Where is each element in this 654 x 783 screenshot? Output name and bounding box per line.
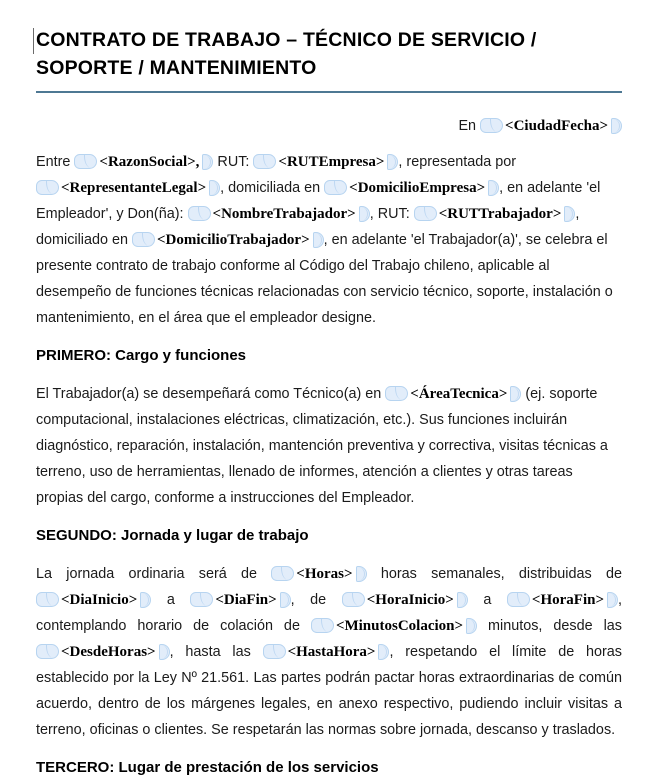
content-control[interactable] bbox=[253, 149, 398, 175]
content-control-end-tag-icon[interactable] bbox=[356, 566, 367, 582]
placeholder-label: <RepresentanteLegal> bbox=[61, 180, 207, 196]
content-control[interactable] bbox=[342, 587, 468, 613]
content-control[interactable] bbox=[188, 201, 370, 227]
placeholder-label: <DomicilioTrabajador> bbox=[157, 232, 310, 248]
content-control[interactable] bbox=[480, 113, 622, 139]
content-control-start-tag-icon[interactable] bbox=[507, 592, 530, 607]
text-run: , de bbox=[290, 592, 342, 608]
text-run: En bbox=[458, 118, 481, 134]
text-cursor bbox=[33, 28, 34, 54]
content-control-start-tag-icon[interactable] bbox=[190, 592, 213, 607]
content-control-end-tag-icon[interactable] bbox=[611, 118, 622, 134]
text-run: a bbox=[467, 592, 507, 608]
content-control-start-tag-icon[interactable] bbox=[253, 154, 276, 169]
content-control-end-tag-icon[interactable] bbox=[457, 592, 468, 608]
content-control[interactable] bbox=[385, 381, 521, 407]
content-control-start-tag-icon[interactable] bbox=[132, 232, 155, 247]
content-control-start-tag-icon[interactable] bbox=[271, 566, 294, 581]
content-control[interactable] bbox=[271, 561, 366, 587]
placeholder-label: <RUTEmpresa> bbox=[278, 154, 385, 170]
text-run: , representada por bbox=[398, 154, 517, 170]
content-control-start-tag-icon[interactable] bbox=[311, 618, 334, 633]
text-run: , domiciliada en bbox=[220, 180, 325, 196]
document-title: CONTRATO DE TRABAJO – TÉCNICO DE SERVICIO / SOPORTE / MANTENIMIENTO bbox=[36, 26, 622, 93]
content-control-end-tag-icon[interactable] bbox=[159, 644, 170, 660]
content-control-start-tag-icon[interactable] bbox=[36, 592, 59, 607]
placeholder-label: <DesdeHoras> bbox=[61, 644, 156, 660]
text-run: RUT: bbox=[213, 154, 254, 170]
content-control-end-tag-icon[interactable] bbox=[488, 180, 499, 196]
text-run: El Trabajador(a) se desempeñará como Técnico(a) en bbox=[36, 386, 386, 402]
text-run: horas semanales, distribuidas de bbox=[366, 566, 622, 582]
content-control[interactable] bbox=[507, 587, 618, 613]
content-control[interactable] bbox=[190, 587, 290, 613]
content-control-end-tag-icon[interactable] bbox=[202, 154, 213, 170]
content-control-end-tag-icon[interactable] bbox=[387, 154, 398, 170]
content-control[interactable] bbox=[132, 227, 324, 253]
placeholder-label: <MinutosColacion> bbox=[335, 618, 464, 634]
content-control-end-tag-icon[interactable] bbox=[378, 644, 389, 660]
text-run: , en adelante 'el Empleador', y Don(ña): bbox=[36, 180, 601, 222]
placeholder-label: <NombreTrabajador> bbox=[212, 206, 356, 222]
placeholder-label: <HastaHora> bbox=[287, 644, 376, 660]
clause-tercero-heading: TERCERO: Lugar de prestación de los servicios bbox=[36, 759, 379, 776]
date-line bbox=[36, 113, 622, 139]
content-control[interactable] bbox=[263, 639, 390, 665]
placeholder-label: <RazonSocial>, bbox=[99, 154, 200, 170]
placeholder-label: <RUTTrabajador> bbox=[438, 206, 562, 222]
content-control-end-tag-icon[interactable] bbox=[209, 180, 220, 196]
placeholder-label: <DiaInicio> bbox=[61, 592, 138, 608]
text-run: , respetando el límite de horas establecido por la Ley Nº 21.561. Las partes podrán pactar horas extraordinarias de común acuerdo, dentro de los márgenes legales, en anexo respectivo, pudiendo incluir visitas a terreno, oficinas o clientes. Se respetarán las normas sobre jornada, descanso y traslados. bbox=[36, 644, 623, 738]
placeholder-label: <DiaFin> bbox=[215, 592, 277, 608]
content-control-start-tag-icon[interactable] bbox=[324, 180, 347, 195]
placeholder-label: <HoraInicio> bbox=[366, 592, 454, 608]
text-run: La jornada ordinaria será de bbox=[36, 566, 272, 582]
placeholder-label: <HoraFin> bbox=[531, 592, 604, 608]
clause-segundo-heading: SEGUNDO: Jornada y lugar de trabajo bbox=[36, 527, 309, 544]
content-control-end-tag-icon[interactable] bbox=[140, 592, 151, 608]
content-control-start-tag-icon[interactable] bbox=[263, 644, 286, 659]
document-content bbox=[36, 113, 622, 777]
text-run: (ej. soporte computacional, instalaciones eléctricas, climatización, etc.). Sus funciones incluirán diagnóstico, reparación, instalación, mantención preventiva y correctiva, visitas técnicas a terreno, uso de herramientas, llenado de informes, atención a clientes y otras tareas propias del cargo, conforme a instrucciones del Empleador. bbox=[36, 386, 608, 506]
content-control-start-tag-icon[interactable] bbox=[385, 386, 408, 401]
content-control[interactable] bbox=[414, 201, 576, 227]
content-control-end-tag-icon[interactable] bbox=[313, 232, 324, 248]
content-control[interactable] bbox=[36, 587, 151, 613]
content-control-end-tag-icon[interactable] bbox=[607, 592, 618, 608]
clause-segundo-body bbox=[36, 561, 622, 743]
text-run: Entre bbox=[36, 154, 75, 170]
placeholder-label: <ÁreaTecnica> bbox=[410, 386, 508, 402]
content-control-end-tag-icon[interactable] bbox=[510, 386, 521, 402]
content-control[interactable] bbox=[311, 613, 477, 639]
text-run: , RUT: bbox=[369, 206, 414, 222]
content-control-end-tag-icon[interactable] bbox=[359, 206, 370, 222]
content-control-start-tag-icon[interactable] bbox=[342, 592, 365, 607]
text-run: , domiciliado en bbox=[36, 206, 580, 248]
text-run: , contemplando horario de colación de bbox=[36, 592, 622, 634]
text-run: , en adelante 'el Trabajador(a)', se celebra el presente contrato de trabajo conforme al Código del Trabajo chileno, aplicable al desempeño de funciones técnicas relacionadas con servicio técnico, soporte, instalación o mantenimiento, en el área que el empleador designe. bbox=[36, 232, 613, 326]
clause-primero-heading: PRIMERO: Cargo y funciones bbox=[36, 347, 247, 364]
placeholder-label: <Horas> bbox=[296, 566, 353, 582]
text-run: a bbox=[151, 592, 191, 608]
content-control[interactable] bbox=[324, 175, 499, 201]
content-control-end-tag-icon[interactable] bbox=[280, 592, 291, 608]
content-control-start-tag-icon[interactable] bbox=[188, 206, 211, 221]
text-run: , hasta las bbox=[169, 644, 263, 660]
parties-clause bbox=[36, 149, 622, 331]
content-control[interactable] bbox=[36, 639, 170, 665]
content-control-start-tag-icon[interactable] bbox=[36, 180, 59, 195]
content-control-start-tag-icon[interactable] bbox=[480, 118, 503, 133]
content-control-start-tag-icon[interactable] bbox=[74, 154, 97, 169]
placeholder-label: <DomicilioEmpresa> bbox=[349, 180, 486, 196]
content-control-end-tag-icon[interactable] bbox=[564, 206, 575, 222]
placeholder-label: <CiudadFecha> bbox=[505, 118, 608, 134]
content-control-end-tag-icon[interactable] bbox=[466, 618, 477, 634]
content-control[interactable] bbox=[74, 149, 213, 175]
content-control-start-tag-icon[interactable] bbox=[36, 644, 59, 659]
content-control[interactable] bbox=[36, 175, 220, 201]
clause-primero-body bbox=[36, 381, 622, 511]
content-control-start-tag-icon[interactable] bbox=[414, 206, 437, 221]
text-run: minutos, desde las bbox=[477, 618, 622, 634]
